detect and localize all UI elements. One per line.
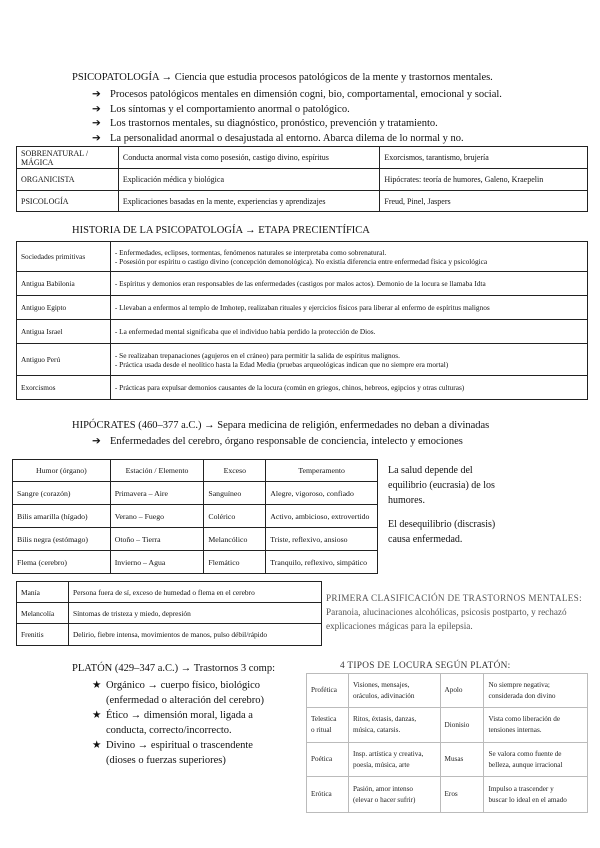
arrow-icon: ➔ <box>92 118 101 129</box>
table-row: Antigua Babilonia - Espíritus y demonios eran responsables de las enfermedades (castigos por malos actos). Demonio de la locura se llamaba Idta <box>17 272 588 296</box>
arrow-icon: ➔ <box>92 132 101 144</box>
models-table <box>16 146 588 212</box>
history-heading: HISTORIA DE LA PSICOPATOLOGÍA → ETAPA PRECIENTÍFICA <box>72 225 370 236</box>
table-row: Sangre (corazón) Primavera – Aire Sanguíneo Alegre, vigoroso, confiado <box>13 482 378 505</box>
history-table <box>16 241 588 400</box>
list-item: ★ Ético → dimensión moral, ligada a <box>92 710 253 721</box>
list-item: ➔ La personalidad anormal o desajustada al entorno. Abarca dilema de lo normal y no. <box>92 132 464 144</box>
platon-heading: PLATÓN (429–347 a.C.) → Trastornos 3 comp: <box>72 663 276 674</box>
star-icon: ★ <box>92 680 102 691</box>
table-row: PSICOLOGÍA Explicaciones basadas en la mente, experiencias y aprendizajes Freud, Pinel, Jaspers <box>17 191 588 212</box>
list-item: ➔ Los síntomas y el comportamiento anormal o patológico. <box>92 103 350 115</box>
star-icon: ★ <box>92 740 102 751</box>
list-item: ★ Divino → espiritual o trascendente <box>92 740 253 751</box>
table-row: Bilis amarilla (hígado) Verano – Fuego Colérico Activo, ambicioso, extrovertido <box>13 505 378 528</box>
hipocrates-bullet: ➔ Enfermedades del cerebro, órgano responsable de conciencia, intelecto y emociones <box>92 436 463 447</box>
table-row: Flema (cerebro) Invierno – Agua Flemático Tranquilo, reflexivo, simpático <box>13 551 378 574</box>
table-row: Telestica o ritual Ritos, éxtasis, danzas, música, catarsis. Dionisio Vista como liberación de tensiones internas. <box>307 708 588 743</box>
star-icon: ★ <box>92 710 102 721</box>
platon-list: ★ Orgánico → cuerpo físico, biológico (enfermedad o alteración del cerebro) ★ Ético → dimensión moral, ligada a conducta, correcto/incorrecto. ★ Divino → espiritual o trascendente (dioses o fuerzas superiores) <box>92 680 264 766</box>
psico-bullet-list <box>92 88 502 146</box>
table-row: Erótica Pasión, amor intenso (elevar o hacer sufrir) Eros Impulso a trascender y buscar lo ideal en el amado <box>307 777 588 813</box>
table-row: Poética Insp. artística y creativa, poesía, música, arte Musas Se valora como fuente de belleza, aunque irracional <box>307 743 588 777</box>
humors-table <box>12 459 378 574</box>
first-classification: PRIMERA CLASIFICACIÓN DE TRASTORNOS MENTALES: Paranoia, alucinaciones alcohólicas, psicosis postparto, y rechazó explicaciones mágicas para la epilepsia. <box>326 593 582 631</box>
table-row: Antigua Israel - La enfermedad mental significaba que el individuo había perdido la protección de Dios. <box>17 320 588 344</box>
table-row: Profética Visiones, mensajes, oráculos, adivinación Apolo No siempre negativa; considerada don divino <box>307 674 588 708</box>
list-item: ★ Orgánico → cuerpo físico, biológico <box>92 680 261 691</box>
table-row: Bilis negra (estómago) Otoño – Tierra Melancólico Triste, reflexivo, ansioso <box>13 528 378 551</box>
disorders-table <box>16 581 322 646</box>
list-item: ➔ Procesos patológicos mentales en dimensión cogni, bio, comportamental, emocional y social. <box>92 89 502 100</box>
arrow-icon: ➔ <box>92 436 101 447</box>
humors-note: La salud depende del equilibrio (eucrasia) de los humores. El desequilibrio (discrasis) causa enfermedad. <box>388 465 496 545</box>
table-row: Manía Persona fuera de sí, exceso de humedad o flema en el cerebro <box>17 582 322 603</box>
table-row: Antiguo Egipto - Llevaban a enfermos al templo de Imhotep, realizaban rituales y ejercicios físicos para liberar al enfermo de espíritus malignos <box>17 296 588 320</box>
arrow-icon: ➔ <box>92 89 101 100</box>
arrow-icon: ➔ <box>92 103 101 115</box>
table-row: Exorcismos - Prácticas para expulsar demonios causantes de la locura (común en griegos, chinos, hebreos, egipcios y otras culturas) <box>17 376 588 400</box>
psico-heading: PSICOPATOLOGÍA → Ciencia que estudia procesos patológicos de la mente y trastornos mentales. <box>72 72 493 83</box>
list-item: ➔ Los trastornos mentales, su diagnóstico, pronóstico, prevención y tratamiento. <box>92 118 438 129</box>
table-row: ORGANICISTA Explicación médica y biológica Hipócrates: teoría de humores, Galeno, Kraepelin <box>17 169 588 191</box>
table-row: Frenitis Delirio, fiebre intensa, movimientos de manos, pulso débil/rápido <box>17 624 322 646</box>
table-row: Sociedades primitivas - Enfermedades, eclipses, tormentas, fenómenos naturales se interpretaba como sobrenatural. - Posesión por espíritu o castigo divino (concepción demonológica). No existía diferencia entre enfermedad física y psicológica <box>17 242 588 272</box>
table-header-row: Humor (órgano) Estación / Elemento Exceso Temperamento <box>13 460 378 482</box>
table-row: SOBRENATURAL / MÁGICA Conducta anormal vista como posesión, castigo divino, espíritus Exorcismos, tarantismo, brujería <box>17 147 588 169</box>
locura-title: 4 TIPOS DE LOCURA SEGÚN PLATÓN: <box>340 661 511 671</box>
hipocrates-heading: HIPÓCRATES (460–377 a.C.) → Separa medicina de religión, enfermedades no deban a divinadas <box>72 420 490 431</box>
table-row: Antiguo Perú - Se realizaban trepanaciones (agujeros en el cráneo) para permitir la salida de espíritus malignos. - Práctica usada desde el neolítico hasta la Edad Media (pruebas arqueológicas indican que no siempre era mortal) <box>17 344 588 376</box>
table-row: Melancolía Síntomas de tristeza y miedo, depresión <box>17 603 322 624</box>
locura-table <box>306 673 588 813</box>
